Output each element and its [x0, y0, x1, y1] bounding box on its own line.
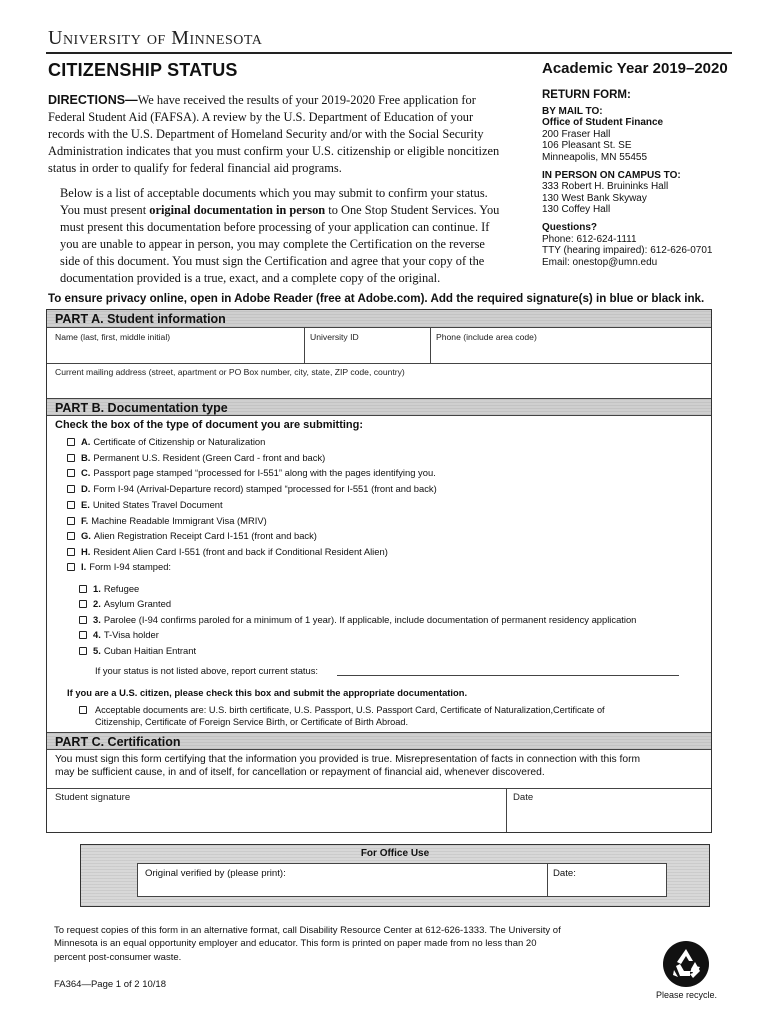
- page-title: CITIZENSHIP STATUS: [48, 60, 238, 80]
- mail-address-line: Minneapolis, MN 55455: [542, 151, 648, 163]
- doc-option-d[interactable]: [67, 483, 437, 494]
- part-a-heading: PART A. Student information: [47, 310, 711, 328]
- recycle-label: Please recycle.: [656, 990, 718, 1000]
- office-use-fields: [137, 863, 667, 897]
- option-text: Cuban Haitian Entrant: [103, 645, 197, 656]
- documents-line: must present this documentation before processing of your application can continue. If: [60, 220, 490, 234]
- footer-note: [54, 924, 614, 964]
- option-letter: F.: [81, 515, 89, 526]
- option-text: Refugee: [103, 583, 140, 594]
- checkbox-icon[interactable]: [79, 616, 87, 624]
- date-input[interactable]: [507, 789, 711, 832]
- text-span: to One Stop Student Services. You: [325, 203, 500, 217]
- documents-line: documentation provided is a true, exact, and a complete copy of the original.: [60, 271, 441, 285]
- option-letter: H.: [81, 546, 91, 557]
- contact-email: Email: onestop@umn.edu: [542, 256, 658, 268]
- documents-line: side of this document. You must sign the Certification and agree that your copy of the: [60, 254, 485, 268]
- campus-location: 333 Robert H. Bruininks Hall: [542, 181, 669, 193]
- certification-line: You must sign this form certifying that the information you provided is true. Misrepresentation of facts in connection with this form: [55, 754, 641, 765]
- form-number: FA364—Page 1 of 2 10/18: [54, 979, 166, 990]
- i94-option-5[interactable]: [79, 645, 196, 656]
- documents-line: [60, 202, 510, 219]
- doc-option-h[interactable]: [67, 546, 388, 557]
- university-name: University of Minnesota: [48, 27, 263, 49]
- contact-tty: TTY (hearing impaired): 612-626-0701: [542, 245, 713, 257]
- other-status-row: [95, 665, 318, 676]
- campus-location: 130 Coffey Hall: [542, 204, 611, 216]
- option-letter: E.: [81, 499, 90, 510]
- checkbox-icon[interactable]: [67, 485, 75, 493]
- i94-option-2[interactable]: [79, 598, 171, 609]
- option-letter: 5.: [93, 645, 101, 656]
- other-status-label: If your status is not listed above, report current status:: [95, 665, 319, 676]
- option-text: Form I-94 (Arrival-Departure record) stamped “processed for I-551 (front and back): [93, 483, 437, 494]
- documents-line: Below is a list of acceptable documents which you may submit to confirm your status.: [60, 186, 488, 200]
- option-text: Certificate of Citizenship or Naturalization: [93, 436, 266, 447]
- citizen-checkbox[interactable]: [79, 706, 87, 714]
- text-span: You must present: [60, 203, 150, 217]
- date-label: Date: [513, 792, 534, 803]
- questions-heading: Questions?: [542, 221, 598, 233]
- option-letter: A.: [81, 436, 91, 447]
- footer-line: To request copies of this form in an alternative format, call Disability Resource Center at 612-626-1333. The University of: [54, 925, 561, 936]
- office-date-label: Date:: [553, 868, 576, 879]
- citizen-docs-line: Citizenship, Certificate of Foreign Service Birth, or Certificate of Birth Abroad.: [95, 717, 409, 727]
- certification-line: may be sufficient cause, in and of itself, for cancellation or repayment of financial aid, whenever discovered.: [55, 767, 545, 778]
- checkbox-icon[interactable]: [67, 469, 75, 477]
- citizen-docs-line: Acceptable documents are: U.S. birth certificate, U.S. Passport, U.S. Passport Card, Certificate of Naturalization,Certificate of: [95, 705, 605, 715]
- option-letter: 4.: [93, 629, 101, 640]
- directions-line: We have received the results of your 2019-2020 Free application for: [137, 93, 476, 107]
- citizen-heading: If you are a U.S. citizen, please check this box and submit the appropriate documentation.: [67, 687, 468, 698]
- office-use-box: [80, 844, 710, 907]
- documents-paragraph: [60, 185, 510, 287]
- directions-line: Administration indicates that you must confirm your U.S. citizenship or eligible noncitizen: [48, 144, 500, 158]
- mail-address-line: 106 Pleasant St. SE: [542, 140, 632, 152]
- checkbox-icon[interactable]: [67, 548, 75, 556]
- university-id-input[interactable]: [305, 329, 430, 363]
- address-field-label: Current mailing address (street, apartment or PO Box number, city, state, ZIP code, country): [55, 367, 405, 377]
- checkbox-icon[interactable]: [67, 501, 75, 509]
- privacy-note: To ensure privacy online, open in Adobe Reader (free at Adobe.com). Add the required signature(s) in blue or black ink.: [48, 292, 705, 305]
- doc-option-b[interactable]: [67, 452, 325, 463]
- office-use-title: For Office Use: [360, 848, 430, 859]
- mail-office: Office of Student Finance: [542, 117, 664, 129]
- doc-option-a[interactable]: [67, 436, 265, 447]
- return-form-heading: RETURN FORM:: [542, 89, 631, 101]
- address-input[interactable]: [47, 364, 711, 397]
- directions-paragraph: [48, 92, 500, 177]
- checkbox-icon[interactable]: [79, 600, 87, 608]
- option-letter: C.: [81, 467, 91, 478]
- option-text: Permanent U.S. Resident (Green Card - front and back): [93, 452, 326, 463]
- mail-address-line: 200 Fraser Hall: [542, 128, 611, 140]
- option-letter: B.: [81, 452, 91, 463]
- citizen-docs: [95, 704, 665, 728]
- option-letter: 2.: [93, 598, 101, 609]
- contact-phone: Phone: 612-624-1111: [542, 233, 637, 245]
- header-rule: [46, 52, 732, 54]
- i94-option-3[interactable]: [79, 614, 636, 625]
- certification-text: [55, 753, 705, 779]
- name-input[interactable]: [47, 329, 304, 363]
- recycle-icon: [662, 940, 710, 988]
- option-letter: 1.: [93, 583, 101, 594]
- academic-year: Academic Year 2019–2020: [542, 60, 728, 77]
- option-text: Asylum Granted: [103, 598, 172, 609]
- phone-field-label: Phone (include area code): [436, 332, 537, 342]
- verified-by-label: Original verified by (please print):: [145, 868, 286, 879]
- mail-heading: BY MAIL TO:: [542, 105, 603, 117]
- directions-line: records with the U.S. Department of Homeland Security and/or with the Social Security: [48, 127, 484, 141]
- doc-option-e[interactable]: [67, 499, 223, 510]
- option-letter: 3.: [93, 614, 101, 625]
- checkbox-icon[interactable]: [67, 517, 75, 525]
- directions-line: status in order to qualify for federal financial aid programs.: [48, 161, 342, 175]
- directions-heading: DIRECTIONS—: [48, 93, 138, 107]
- checkbox-icon[interactable]: [79, 631, 87, 639]
- phone-input[interactable]: [431, 329, 711, 363]
- name-field-label: Name (last, first, middle initial): [55, 332, 171, 342]
- signature-input[interactable]: [47, 789, 506, 832]
- part-b-heading: PART B. Documentation type: [47, 398, 711, 416]
- other-status-input[interactable]: [337, 675, 679, 676]
- bold-emphasis: original documentation in person: [149, 203, 326, 217]
- option-letter: I.: [81, 561, 87, 572]
- i94-option-1[interactable]: [79, 583, 139, 594]
- option-text: Passport page stamped “processed for I-551” along with the pages identifying you.: [93, 467, 436, 478]
- divider: [547, 864, 548, 896]
- doc-option-g[interactable]: [67, 530, 317, 541]
- option-letter: D.: [81, 483, 91, 494]
- option-text: Alien Registration Receipt Card I-151 (front and back): [93, 530, 317, 541]
- footer-line: Minnesota is an equal opportunity employer and educator. This form is printed on paper made from no less than 20: [54, 938, 537, 950]
- checkbox-icon[interactable]: [67, 563, 75, 571]
- option-letter: G.: [81, 530, 91, 541]
- option-text: T-Visa holder: [103, 629, 159, 640]
- campus-location: 130 West Bank Skyway: [542, 192, 647, 204]
- return-form-panel: [542, 90, 742, 268]
- form-box: [46, 309, 712, 833]
- checkbox-icon[interactable]: [79, 585, 87, 593]
- campus-heading: IN PERSON ON CAMPUS TO:: [542, 169, 681, 181]
- doc-option-c[interactable]: [67, 467, 436, 478]
- option-text: Machine Readable Immigrant Visa (MRIV): [91, 515, 267, 526]
- directions-line: Federal Student Aid (FAFSA). A review by the U.S. Department of Education of your: [48, 110, 474, 124]
- option-text: Form I-94 stamped:: [89, 561, 172, 572]
- option-text: Parolee (I-94 confirms paroled for a minimum of 1 year). If applicable, include documentation of permanent residency application: [103, 614, 637, 625]
- checkbox-icon[interactable]: [67, 454, 75, 462]
- checkbox-icon[interactable]: [67, 438, 75, 446]
- option-text: Resident Alien Card I-551 (front and back if Conditional Resident Alien): [93, 546, 388, 557]
- i94-option-4[interactable]: [79, 629, 159, 640]
- doc-option-i[interactable]: [67, 561, 171, 572]
- doc-option-f[interactable]: [67, 515, 267, 526]
- option-text: United States Travel Document: [92, 499, 223, 510]
- checkbox-icon[interactable]: [67, 532, 75, 540]
- footer-line: percent post-consumer waste.: [54, 951, 182, 963]
- document-check-heading: Check the box of the type of document you are submitting:: [55, 419, 364, 431]
- university-id-label: University ID: [310, 332, 359, 342]
- signature-label: Student signature: [55, 792, 131, 803]
- checkbox-icon[interactable]: [79, 647, 87, 655]
- part-c-heading: PART C. Certification: [47, 732, 711, 750]
- documents-line: you are unable to appear in person, you may complete the Certification on the reverse: [60, 237, 485, 251]
